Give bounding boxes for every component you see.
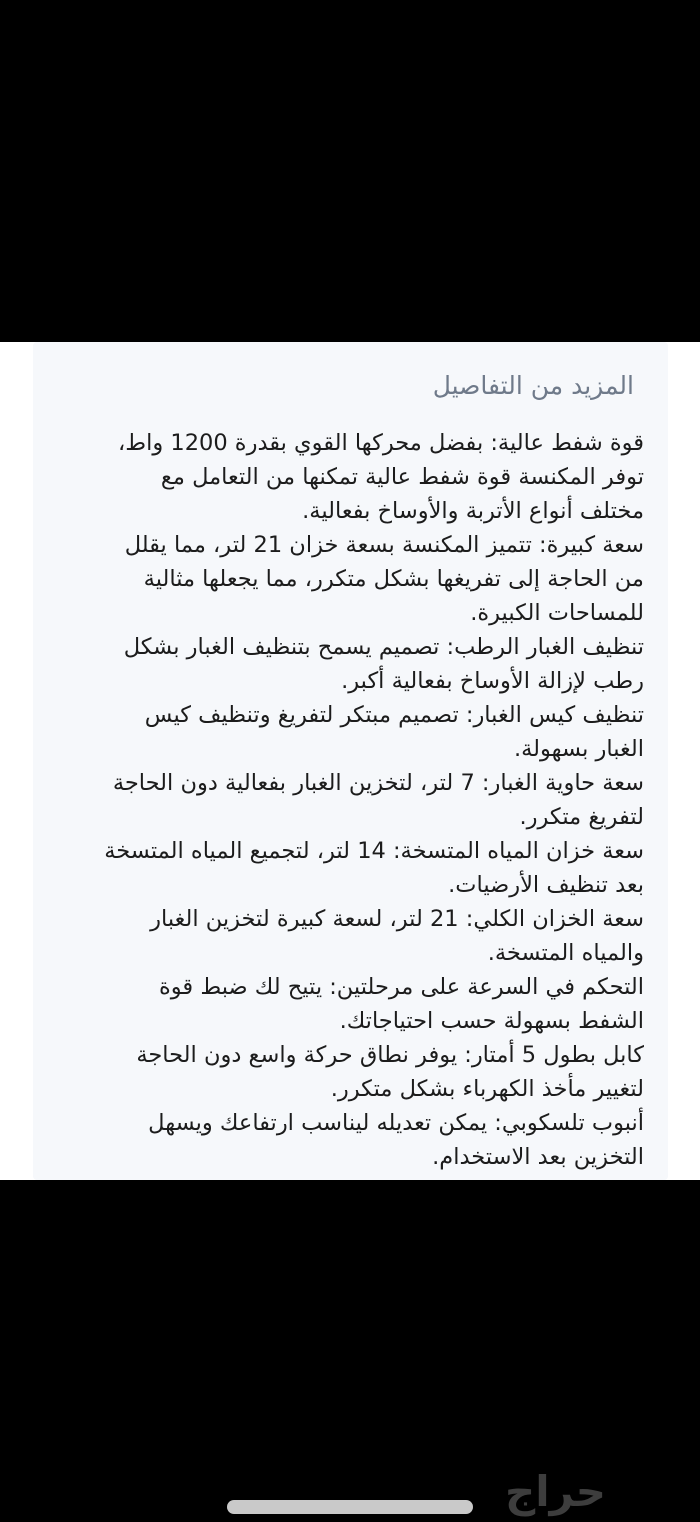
description-line: أنبوب تلسكوبي: يمكن تعديله ليناسب ارتفاعك ويسهل <box>148 1110 644 1136</box>
description-line: رطب لإزالة الأوساخ بفعالية أكبر. <box>341 668 644 694</box>
description-line: تنظيف كيس الغبار: تصميم مبتكر لتفريغ وتنظيف كيس <box>144 702 644 728</box>
details-heading: المزيد من التفاصيل <box>432 371 634 400</box>
more-details-card <box>33 342 668 1180</box>
description-line: من الحاجة إلى تفريغها بشكل متكرر، مما يجعلها مثالية <box>143 566 644 592</box>
description-line: للمساحات الكبيرة. <box>470 600 644 626</box>
description-line: سعة الخزان الكلي: 21 لتر، لسعة كبيرة لتخزين الغبار <box>150 906 644 932</box>
description-line: كابل بطول 5 أمتار: يوفر نطاق حركة واسع دون الحاجة <box>136 1042 644 1068</box>
haraj-watermark-logo: حراج <box>505 1467 607 1516</box>
description-line: سعة كبيرة: تتميز المكنسة بسعة خزان 21 لتر، مما يقلل <box>124 532 644 558</box>
description-line: والمياه المتسخة. <box>487 940 644 966</box>
description-line: الغبار بسهولة. <box>513 736 644 762</box>
home-indicator-bar[interactable] <box>227 1500 473 1514</box>
description-line: بعد تنظيف الأرضيات. <box>448 872 644 898</box>
content-band <box>0 342 700 1180</box>
description-line: التحكم في السرعة على مرحلتين: يتيح لك ضبط قوة <box>159 974 644 1000</box>
description-line: توفر المكنسة قوة شفط عالية تمكنها من التعامل مع <box>160 464 644 490</box>
description-line: تنظيف الغبار الرطب: تصميم يسمح بتنظيف الغبار بشكل <box>123 634 644 660</box>
description-line: التخزين بعد الاستخدام. <box>432 1144 644 1170</box>
description-line: سعة خزان المياه المتسخة: 14 لتر، لتجميع المياه المتسخة <box>104 838 644 864</box>
description-line: قوة شفط عالية: بفضل محركها القوي بقدرة 1200 واط، <box>118 430 644 456</box>
details-description <box>58 426 644 1174</box>
description-line: لتفريغ متكرر. <box>519 804 644 830</box>
description-line: الشفط بسهولة حسب احتياجاتك. <box>339 1008 644 1034</box>
description-line: لتغيير مأخذ الكهرباء بشكل متكرر. <box>330 1076 644 1102</box>
description-line: مختلف أنواع الأتربة والأوساخ بفعالية. <box>302 498 644 524</box>
description-line: سعة حاوية الغبار: 7 لتر، لتخزين الغبار بفعالية دون الحاجة <box>112 770 644 796</box>
